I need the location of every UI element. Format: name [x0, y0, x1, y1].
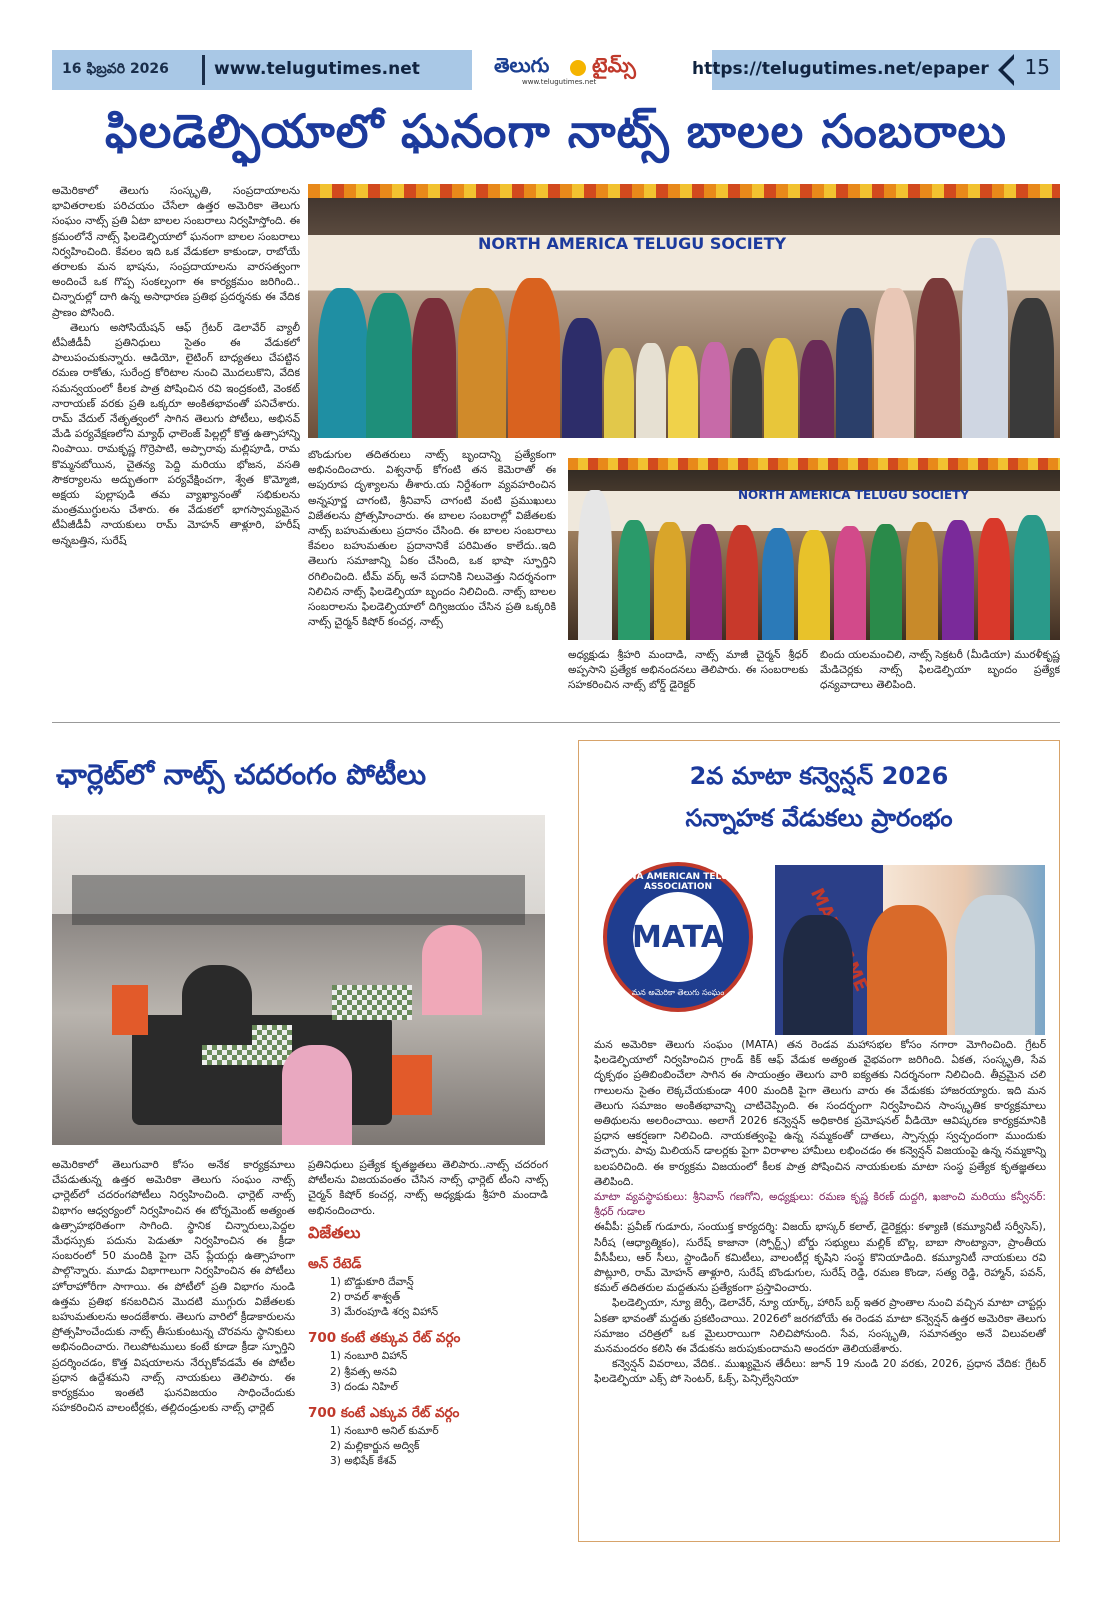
logo-text-right: టైమ్స్	[592, 53, 636, 77]
chair	[112, 985, 148, 1035]
article3-photo	[775, 865, 1045, 1035]
article3-para-3: ఫిలడెల్ఫియా, న్యూ జెర్సీ, డెలావేర్, న్యూ యార్క్, హారిస్ బర్గ్ ఇతర ప్రాంతాల నుంచి వచ్చిన మాటా చాప్టర్లు ఏకతా భావంతో మద్దతు ప్రకటించాయి. 2026లో జరగబోయే ఈ రెండవ మాటా కన్వెన్షన్ ఉత్తర అమెరికా తెలుగు సమాజం చరిత్రలో ఒక మైలురాయిగా నిలిచిపోనుంది. సేవ, సంస్కృతి, సమానత్వం అనే విలువలతో మనమందరం కలిసి ఈ వేడుకను జరుపుకుందామని అందరూ తెలియజేశారు.	[594, 1297, 1046, 1356]
player	[282, 1045, 352, 1145]
person	[604, 348, 634, 438]
person	[668, 346, 698, 438]
article1-column-3	[568, 648, 808, 708]
logo-ring-text: MANA AMERICAN TELUGU ASSOCIATION	[613, 872, 743, 892]
person	[867, 905, 947, 1035]
winners-category-below-700: 700 కంటే తక్కువ రేట్ వర్గం	[308, 1330, 461, 1347]
article1-group-photo	[308, 184, 1060, 438]
person	[690, 524, 722, 640]
article3-body	[594, 1038, 1046, 1538]
person	[942, 520, 974, 640]
website-link[interactable]: www.telugutimes.net	[214, 59, 420, 79]
player	[182, 965, 252, 1045]
person	[732, 348, 762, 438]
marigold-garland	[308, 184, 1060, 198]
article1-headline: ఫిలడెల్ఫియాలో ఘనంగా నాట్స్ బాలల సంబరాలు	[105, 104, 1007, 158]
person	[412, 298, 456, 438]
logo-wordmark: MATA	[631, 920, 725, 955]
article1-column-4	[820, 648, 1060, 708]
logo-sun-icon	[570, 60, 586, 76]
article1-para-1: అమెరికాలో తెలుగు సంస్కృతి, సంప్రదాయాలను భావితరాలకు పరిచయం చేసేలా ఉత్తర అమెరికా తెలుగు సంఘం నాట్స్ ప్రతి ఏటా బాలల సంబరాలు నిర్వహిస్తోంది. ఈ క్రమంలోనే నాట్స్ ఫిలడెల్ఫియాలో ఘనంగా బాలల సంబరాలు నిర్వహించింది. కేవలం ఇది ఒక వేడుకలా కాకుండా, రాబోయే తరాలకు మన భాషను, సంప్రదాయాలను వారసత్వంగా అందించే ఒక గొప్ప సంకల్పంగా ఈ కార్యక్రమం జరిగింది.. చిన్నారుల్లో దాగి ఉన్న అసాధారణ ప్రతిభ ప్రదర్శనకు ఈ వేదిక ప్రాణం పోసింది.	[52, 185, 300, 319]
person	[1010, 298, 1054, 438]
person	[962, 238, 1008, 438]
logo-subtext: www.telugutimes.net	[522, 78, 597, 86]
winner-item: 3) అభిషేక్ కేశవ్	[330, 1455, 397, 1468]
article3-para-1: మన అమెరికా తెలుగు సంఘం (MATA) తన రెండవ మహాసభల కోసం నగారా మోగించింది. గ్రేటర్ ఫిలడెల్ఫియాలో నిర్వహించిన గ్రాండ్ కిక్ ఆఫ్ వేడుక అత్యంత వైభవంగా జరిగింది. ఏకత, సంస్కృతి, సేవ దృక్పథం ప్రతిబింబించేలా సాగిన ఈ సాయంత్రం తెలుగు వారి ఐక్యతకు నిదర్శనంగా నిలిచింది. తీవ్రమైన చలి గాలులను సైతం లెక్కచేయకుండా 400 మందికి పైగా తెలుగు వారు ఈ వేడుకకు హాజరయ్యారు. ఇది మన తెలుగు సమాజం అంకితభావాన్ని చాటిచెప్పింది. ఈ సందర్భంగా నిర్వహించిన సాంస్కృతిక కార్యక్రమాలు అతిథులను అలరించాయి. అలాగే 2026 కన్వెన్షన్ అధికారిక ప్రమోషనల్ వీడియో ఆవిష్కరణ కార్యక్రమానికి ప్రధాన ఆకర్షణగా నిలిచింది. నాయకత్వంపై ఉన్న నమ్మకంతో దాతలు, స్పాన్సర్లు స్వచ్ఛందంగా ముందుకు వచ్చారు. పావు మిలియన్ డాలర్లకు పైగా విరాళాల హామీలు లభించడం ఈ కన్వెన్షన్ విజయంపై ఉన్న నమ్మకాన్ని బలపరిచింది. ఈ కార్యక్రమ విజయంలో కీలక పాత్ర పోషించిన నాయకులకు మాటా సంస్థ ప్రత్యేక కృతజ్ఞతలు తెలిపింది.	[594, 1039, 1046, 1188]
person	[654, 522, 686, 640]
winners-category-above-700: 700 కంటే ఎక్కువ రేట్ వర్గం	[308, 1405, 460, 1422]
logo-text-left: తెలుగు	[494, 53, 550, 77]
section-divider	[52, 722, 1060, 723]
article3-roles-2: ఈవీపీ: ప్రవీణ్ గుడూరు, సంయుక్త కార్యదర్శి: విజయ్ భాస్కర్ కలాల్, డైరెక్టర్లు: కళ్యాణి (కమ్యూనిటీ సర్వీసెస్), సిరీష (ఆధ్యాత్మికం), సురేష్ కాజానా (స్పోర్ట్స్) బోర్డు సభ్యులు మల్లిక్ బొల్ల, బాబా సొంట్యానా, ప్రాంతీయ వీసీపీలు, ఆర్ సీలు, స్టాండింగ్ కమిటీలు, వాలంటీర్ల కృషిని సంస్థ కొనియాడింది. కమ్యూనిటీ నాయకులు రవి పొట్లూరి, రామ్ మోహన్ తాళ్లూరి, సురేష్ బొండుగుల, సురేష్ రెడ్డి, రమణ కొండా, సత్య రెడ్డి, రెహ్మాన్, పవన్, కమల్ తదితరుల మద్దతును ప్రత్యేకంగా ప్రస్తావించారు.	[594, 1221, 1046, 1295]
winner-item: 3) మేరంపూడి శర్వ విహాన్	[330, 1306, 439, 1319]
issue-date: 16 ఫిబ్రవరి 2026	[62, 61, 169, 77]
background-cabinets	[72, 875, 525, 925]
person	[636, 343, 666, 438]
marigold-garland	[568, 458, 1060, 470]
article1-para-5: బిందు యలమంచిలి, నాట్స్ సెక్రటరీ (మీడియా) మురళీకృష్ణ మేడిచెర్లకు నాట్స్ ఫిలడెల్ఫియా బృందం ప్రత్యేక ధన్యవాదాలు తెలిపింది.	[820, 649, 1060, 692]
person	[618, 520, 650, 640]
person	[764, 338, 798, 438]
article2-headline: ఛార్లెట్‌లో నాట్స్ చదరంగం పోటీలు	[56, 758, 427, 791]
article1-column-2	[308, 448, 556, 708]
person	[798, 530, 830, 640]
person	[783, 915, 853, 1035]
article3-headline-line2: సన్నాహక వేడుకలు ప్రారంభం	[685, 804, 953, 832]
person	[1014, 515, 1050, 640]
page-arrow-icon-inner	[1003, 57, 1016, 83]
chessboard	[332, 985, 412, 1020]
person	[762, 528, 794, 640]
person	[366, 293, 412, 438]
mata-logo	[603, 862, 753, 1012]
page-number: 15	[1024, 55, 1050, 79]
article2-column-1	[52, 1158, 295, 1548]
winners-list	[308, 1424, 548, 1470]
winner-item: 1) బొడ్డుకూరి దేవాన్ష్	[330, 1275, 414, 1288]
masthead-strip	[52, 50, 1060, 90]
divider	[202, 55, 205, 85]
person	[458, 288, 506, 438]
article3-headline-line1: 2వ మాటా కన్వెన్షన్ 2026	[689, 762, 949, 790]
photo2-banner: NORTH AMERICA TELUGU SOCIETY	[738, 488, 970, 502]
article1-para-4: అధ్యక్షుడు శ్రీహరి మందాడి, నాట్స్ మాజీ చైర్మన్ శ్రీధర్ అప్పసాని ప్రత్యేక అభినందనలు తెలిపారు. ఈ సంబరాలకు సహకరించిన నాట్స్ బోర్డ్ డైరెక్టర్	[568, 649, 808, 692]
article2-column-2	[308, 1158, 548, 1548]
person	[562, 318, 602, 438]
person	[874, 288, 914, 438]
article1-kids-photo	[568, 458, 1060, 640]
epaper-link[interactable]: https://telugutimes.net/epaper	[692, 59, 989, 79]
person	[700, 342, 730, 438]
article2-chess-photo	[52, 815, 545, 1145]
article1-para-3: బొండుగుల తదితరులు నాట్స్ బృందాన్ని ప్రత్యేకంగా అభినందించారు. విశ్వనాథ్ కోగంటి తన కెమెరాతో ఈ అపురూప దృశ్యాలను తీశారు.య నిర్దేశంగా వ్యవహరించిన అన్నపూర్ణ చాగంటి, శ్రీనివాస్ చాగంటి వంటి ప్రముఖులు విజేతలను ప్రోత్సహించారు. ఈ బాలల సంబరాల్లో విజేతలకు నాట్స్ బహుమతులు ప్రదానం చేసింది. ఈ బాలల సంబరాలు కేవలం బహుమతుల ప్రదానానికే పరిమితం కాలేదు..ఇది తెలుగు సమాజాన్ని ఏకం చేసింది, ఒక భాషా స్ఫూర్తిని రగిలించింది. టీమ్ వర్క్ అనే పదానికి నిలువెత్తు నిదర్శనంగా నిలిచిన నాట్స్ ఫిలడెల్ఫియా బృందం నిలిచింది. నాట్స్ బాలల సంబరాలను ఫిలడెల్ఫియాలో దిగ్విజయం చేసిన ప్రతి ఒక్కరికి నాట్స్ చైర్మన్ కిషోర్ కంచర్ల, నాట్స్	[308, 449, 556, 629]
article3-venue: కన్వెన్షన్ వివరాలు, వేదిక.. ముఖ్యమైన తేదీలు: జూన్ 19 నుండి 20 వరకు, 2026, ప్రధాన వేదిక: గ్రేటర్ ఫిలడెల్ఫియా ఎక్స్ పో సెంటర్, ఓక్స్, పెన్సిల్వేనియా	[594, 1358, 1046, 1386]
person	[318, 288, 368, 438]
winner-item: 2) మల్లికార్జున అద్విక్	[330, 1440, 420, 1453]
winners-title: విజేతలు	[308, 1222, 361, 1242]
person	[916, 278, 960, 438]
article1-para-2: తెలుగు అసోసియేషన్ ఆఫ్ గ్రేటర్ డెలావేర్ వ్యాలీ టీఏజీడీవీ ప్రతినిధులు సైతం ఈ వేడుకలో పాలుపంచుకున్నారు. ఆడియో, లైటింగ్ బాధ్యతలు చేపట్టిన రమణ రాకోతు, సురేంద్ర కోరిటాల నుంచి మొదలుకొని, వేదిక సమన్వయంలో కీలక పాత్ర పోషించిన రవి ఇంద్రకంటి, వెంకట్ నారాయణ్ వరకు ప్రతి ఒక్కరూ అంకితభావంతో పనిచేశారు. రామ్ వేదుల్ నేతృత్వంలో సాగిన తెలుగు పోటీలు, అభినవ్ మేడి పర్యవేక్షణలోని మ్యాథ్ ఛాలెంజ్ పిల్లల్లో కొత్త ఉత్సాహాన్ని నింపాయి. రామకృష్ణ గొర్రెపాటి, అప్పారావు మల్లిపూడి, రామ కొమ్మనబోయిన, చైతన్య పెద్ది మరియు భోజన, వసతి సౌకర్యాలను అద్భుతంగా పర్యవేక్షించగా, శ్వేత కొమ్మోజి, అక్షయ పుల్లాపుడి తమ వ్యాఖ్యానంతో సభికులను మంత్రముగ్ధులను చేశారు. ఈ వేడుకలో భాగస్వామ్యమైన టీఏజీడీవీ నాయకులు రామ్ మోహన్ తాళ్లూరి, హరీష్ అన్నబత్తిన, సురేష్	[52, 321, 300, 547]
person	[508, 278, 560, 438]
article3-roles-1: మాటా వ్యవస్థాపకులు: శ్రీనివాస్ గణగోని, అధ్యక్షులు: రమణ కృష్ణ కిరణ్ దుద్దగి, ఖజాంచి మరియు కన్వీనర్: శ్రీధర్ గుడాల	[594, 1191, 1046, 1219]
photo-banner: NORTH AMERICA TELUGU SOCIETY	[478, 234, 787, 253]
person	[836, 308, 872, 438]
player	[422, 925, 482, 1015]
winner-item: 2) రావల్ శాశ్వత్	[330, 1291, 401, 1304]
chair	[392, 1055, 432, 1115]
article1-column-1	[52, 184, 300, 708]
person	[726, 525, 758, 640]
logo-subtext: మన అమెరికా తెలుగు సంఘం	[631, 988, 725, 997]
telugutimes-logo	[472, 50, 712, 90]
winner-item: 1) నంబూరి విహాన్	[330, 1350, 408, 1363]
person	[978, 518, 1010, 640]
winners-list	[308, 1275, 548, 1321]
person	[800, 340, 834, 438]
winner-item: 3) దండు నిహిల్	[330, 1380, 398, 1393]
person	[578, 490, 612, 640]
person	[870, 524, 902, 640]
article2-para-2: ప్రతినిధులు ప్రత్యేక కృతజ్ఞతలు తెలిపారు..నాట్స్ చదరంగ పోటీలను విజయవంతం చేసిన నాట్స్ ఛార్లెట్ టీంని నాట్స్ చైర్మన్ కిషోర్ కంచర్ల, నాట్స్ అధ్యక్షుడు శ్రీహరి మందాడి అభినందించారు.	[308, 1159, 548, 1217]
person	[955, 895, 1035, 1035]
winner-item: 2) శ్రీవత్స అనవి	[330, 1365, 397, 1378]
photo-banner-text: AME	[834, 945, 873, 995]
winners-list	[308, 1349, 548, 1395]
article2-para-1: అమెరికాలో తెలుగువారి కోసం అనేక కార్యక్రమాలు చేపడుతున్న ఉత్తర అమెరికా తెలుగు సంఘం నాట్స్ ఛార్లెట్‌లో చదరంగపోటీలు నిర్వహించింది. ఛార్లెట్ నాట్స్ విభాగం ఆధ్వర్యంలో నిర్వహించిన ఈ టోర్నమెంట్ అత్యంత ఉత్సాహభరితంగా సాగింది. స్థానిక చిన్నారులు,పెద్దల మేధస్సుకు పదును పెడుతూ నిర్వహించిన ఈ క్రీడా సంబరంలో 50 మందికి పైగా చెస్ ప్లేయర్లు ఉత్సాహంగా పాల్గొన్నారు. మూడు విభాగాలుగా నిర్వహించిన ఈ పోటీలు హోరాహోరీగా సాగాయి. ఈ పోటీలో ప్రతి విభాగం నుండి ఉత్తమ ప్రతిభ కనబరిచిన మొదటి ముగ్గురు విజేతలకు బహుమతులను అందజేశారు. తెలుగు వారిలో క్రీడాకారులను ప్రోత్సహించేందుకు నాట్స్ తీసుకుంటున్న చొరవను స్థానికులు అభినందించారు. గెలుపోటములు కంటే కూడా క్రీడా స్ఫూర్తిని ప్రదర్శించడం, కొత్త విషయాలను నేర్చుకోవడమే ఈ పోటీల ప్రధాన ఉద్దేశమని నాట్స్ నాయకులు తెలిపారు. ఈ కార్యక్రమం ఇంతటి ఘనవిజయం సాధించేందుకు సహకరించిన వాలంటీర్లకు, తల్లిదండ్రులకు నాట్స్ ఛార్లెట్	[52, 1159, 295, 1415]
winner-item: 1) నంబూరి అనిల్ కుమార్	[330, 1425, 439, 1438]
person	[834, 526, 866, 640]
person	[906, 522, 938, 640]
winners-category-unrated: అన్ రేటెడ్	[308, 1255, 362, 1272]
